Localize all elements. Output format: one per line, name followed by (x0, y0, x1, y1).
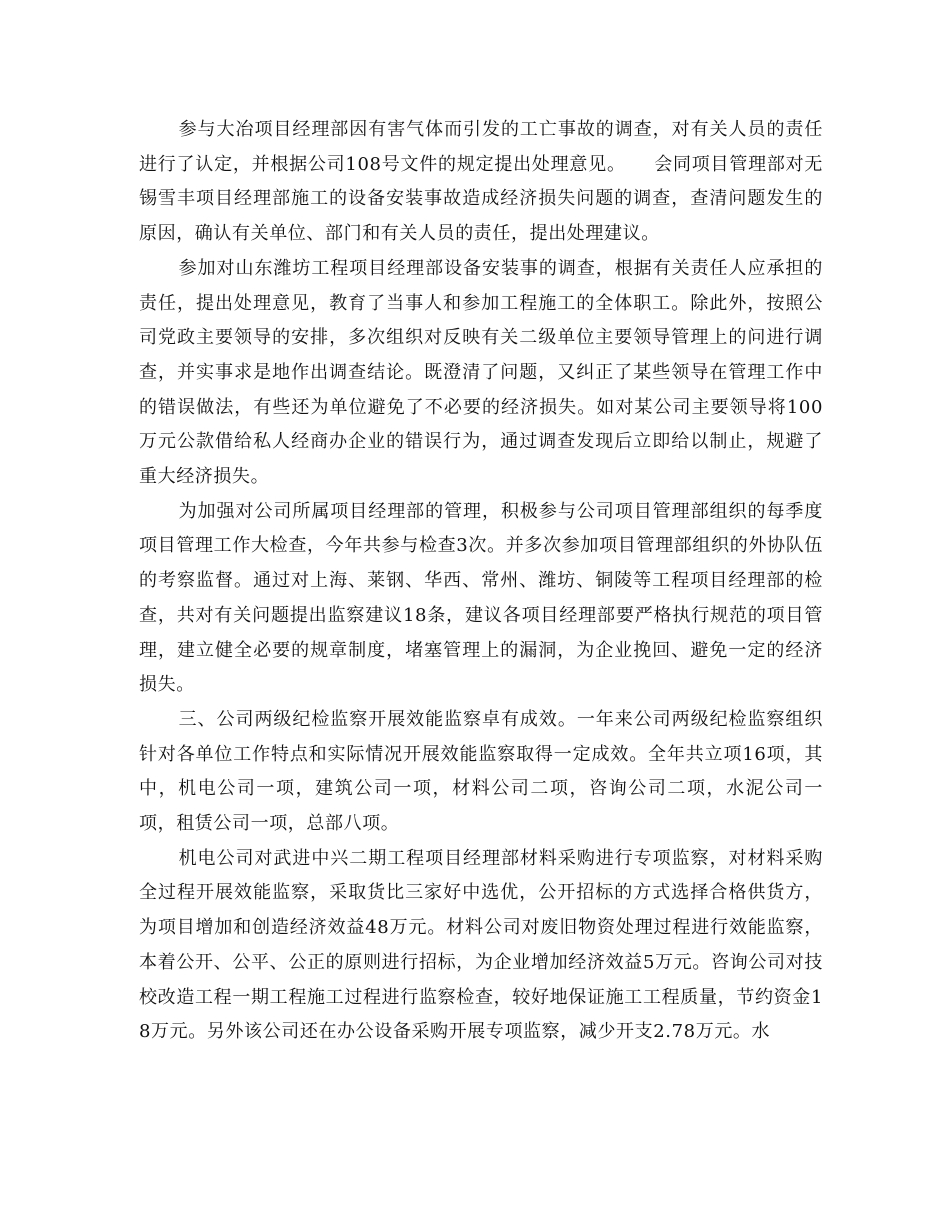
paragraph-investigation-daye: 参与大冶项目经理部因有害气体而引发的工亡事故的调查，对有关人员的责任进行了认定，并根据公司108号文件的规定提出处理意见。 会同项目管理部对无锡雪丰项目经理部施工的设备安装事故造成经济损失问题的调查，查清问题发生的原因，确认有关单位、部门和有关人员的责任，提出处理建议。 (139, 119, 823, 245)
paragraph-project-inspection: 为加强对公司所属项目经理部的管理，积极参与公司项目管理部组织的每季度项目管理工作大检查，今年共参与检查3次。并多次参加项目管理部组织的外协队伍的考察监督。通过对上海、莱钢、华西、常州、潍坊、铜陵等工程项目经理部的检查，共对有关问题提出监察建议18条，建议各项目经理部要严格执行规范的项目管理，建立健全必要的规章制度，堵塞管理上的漏洞，为企业挽回、避免一定的经济损失。 (139, 500, 823, 696)
paragraph-efficiency-supervision: 三、公司两级纪检监察开展效能监察卓有成效。一年来公司两级纪检监察组织针对各单位工作特点和实际情况开展效能监察取得一定成效。全年共立项16项，其中，机电公司一项，建筑公司一项，材料公司二项，咨询公司二项，水泥公司一项，租赁公司一项，总部八项。 (139, 708, 823, 835)
paragraph-supervision-results: 机电公司对武进中兴二期工程项目经理部材料采购进行专项监察，对材料采购全过程开展效能监察，采取货比三家好中选优，公开招标的方式选择合格供货方，为项目增加和创造经济效益48万元。材料公司对废旧物资处理过程进行效能监察，本着公开、公平、公正的原则进行招标，为企业增加经济效益5万元。咨询公司对技校改造工程一期工程施工过程进行监察检查，较好地保证施工工程质量，节约资金18万元。另外该公司还在办公设备采购开展专项监察，减少开支2.78万元。水 (139, 847, 823, 1043)
paragraph-investigation-weifang: 参加对山东潍坊工程项目经理部设备安装事的调查，根据有关责任人应承担的责任，提出处理意见，教育了当事人和参加工程施工的全体职工。除此外，按照公司党政主要领导的安排，多次组织对反映有关二级单位主要领导管理上的问进行调查，并实事求是地作出调查结论。既澄清了问题，又纠正了某些领导在管理工作中的错误做法，有些还为单位避免了不必要的经济损失。如对某公司主要领导将100万元公款借给私人经商办企业的错误行为，通过调查发现后立即给以制止，规避了重大经济损失。 (139, 257, 823, 488)
document-body (139, 113, 823, 1050)
